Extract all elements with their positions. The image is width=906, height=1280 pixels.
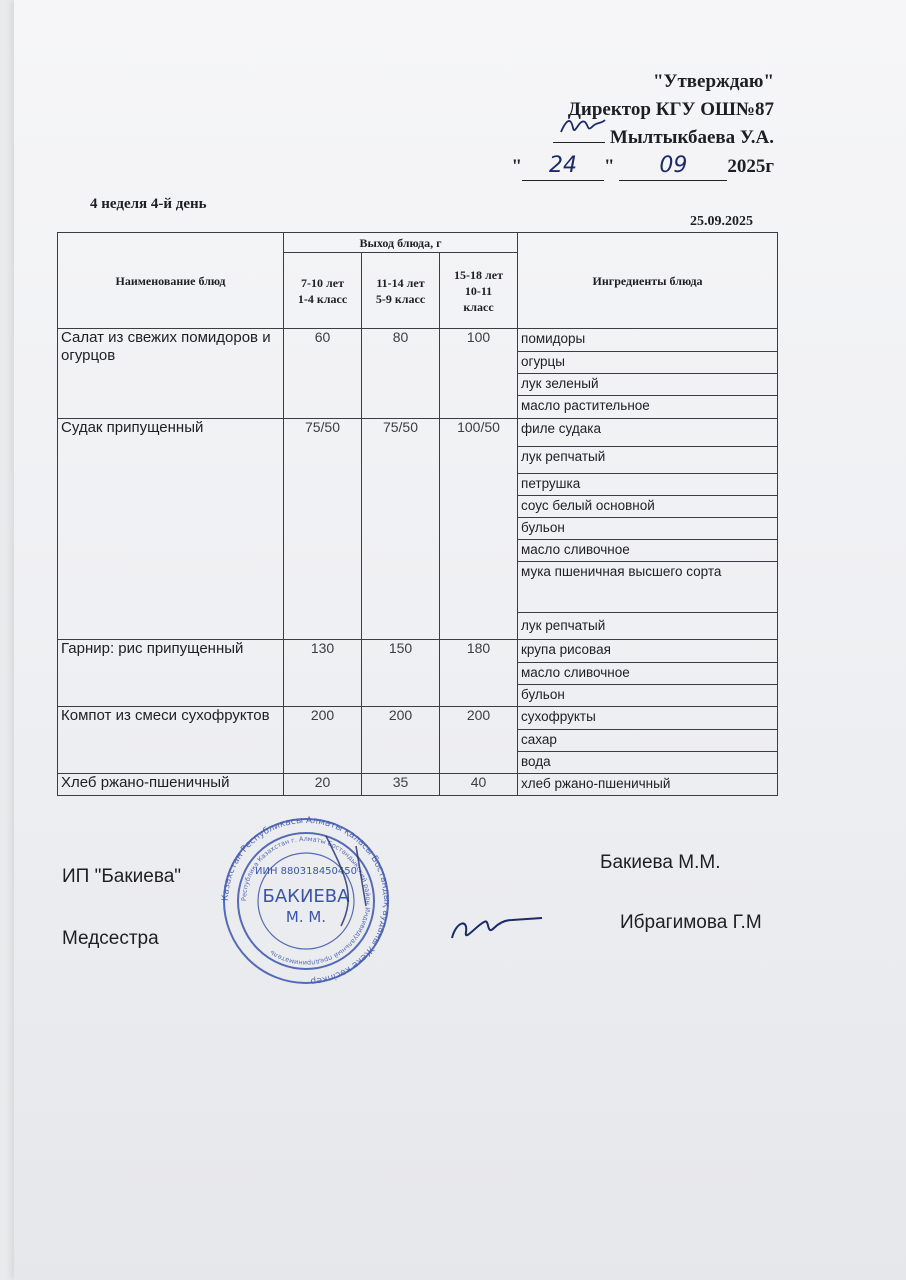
ingredient: масло сливочное — [518, 663, 778, 685]
header-age-2-years: 11-14 лет — [376, 275, 425, 290]
ingredient: лук зеленый — [518, 374, 778, 396]
ingredient: огурцы — [518, 352, 778, 374]
dish-name: Хлеб ржано-пшеничный — [58, 774, 284, 796]
dish-output-age-1: 130 — [284, 640, 362, 707]
table-row — [58, 329, 778, 352]
ingredient: сахар — [518, 730, 778, 752]
nurse-name: Ибрагимова Г.М — [620, 912, 762, 933]
dish-output-age-1: 75/50 — [284, 419, 362, 640]
dish-output-age-3: 180 — [440, 640, 518, 707]
approval-year: 2025г — [727, 156, 774, 177]
dish-name: Гарнир: рис припущенный — [58, 640, 284, 707]
menu-table — [57, 232, 778, 796]
ingredient: филе судака — [518, 419, 778, 447]
dish-output-age-2: 200 — [362, 707, 440, 774]
ingredient: мука пшеничная высшего сорта — [518, 562, 778, 613]
stamp-center-name: БАКИЕВА — [262, 886, 350, 907]
ingredient: бульон — [518, 685, 778, 707]
header-age-3 — [440, 253, 518, 329]
approval-title: "Утверждаю" — [652, 71, 774, 92]
approval-day: 24 — [522, 152, 604, 181]
dish-output-age-1: 200 — [284, 707, 362, 774]
approval-month: 09 — [619, 152, 727, 181]
approval-name-line — [354, 124, 774, 152]
ingredient: помидоры — [518, 329, 778, 352]
header-age-3-class-b: класс — [463, 299, 494, 314]
ingredient: сухофрукты — [518, 707, 778, 730]
dish-output-age-2: 75/50 — [362, 419, 440, 640]
ingredient: лук репчатый — [518, 613, 778, 640]
ingredient: масло сливочное — [518, 540, 778, 562]
stamp-outer-text: Казахстан Республикасы Алматы қаласы Бостандық ауданы Жеке кәсіпкер — [220, 816, 392, 986]
table-row — [58, 707, 778, 730]
ingredient: хлеб ржано-пшеничный — [518, 774, 778, 796]
dish-output-age-2: 150 — [362, 640, 440, 707]
stamp-center-initials: М. М. — [285, 908, 327, 926]
stamp-inner-text: Республика Казахстан г. Алматы Бостандыкский район Индивидуальный предприниматель — [239, 834, 373, 968]
director-signature — [553, 124, 605, 143]
dish-output-age-3: 100/50 — [440, 419, 518, 640]
approval-date-line: " 24 " 09 2025г — [354, 152, 774, 181]
header-output: Выход блюда, г — [284, 233, 518, 253]
dish-name: Салат из свежих помидоров и огурцов — [58, 329, 284, 419]
header-age-1-years: 7-10 лет — [301, 275, 344, 290]
ingredient: лук репчатый — [518, 447, 778, 474]
header-age-3-class-a: 10-11 — [464, 283, 493, 298]
table-row — [58, 419, 778, 447]
header-age-1-class: 1-4 класс — [297, 291, 348, 306]
dish-output-age-1: 20 — [284, 774, 362, 796]
header-ingredients: Ингредиенты блюда — [518, 233, 778, 329]
menu-date: 25.09.2025 — [690, 214, 753, 229]
round-stamp — [206, 816, 406, 986]
header-dish: Наименование блюд — [58, 233, 284, 329]
header-age-3-years: 15-18 лет — [454, 267, 503, 282]
approval-block — [354, 68, 774, 181]
ingredient: соус белый основной — [518, 496, 778, 518]
nurse-label: Медсестра — [62, 928, 159, 949]
ip-label: ИП "Бакиева" — [62, 866, 182, 887]
header-age-1 — [284, 253, 362, 329]
week-day-label: 4 неделя 4-й день — [90, 196, 207, 212]
table-row — [58, 774, 778, 796]
table-row — [58, 640, 778, 663]
dish-output-age-2: 35 — [362, 774, 440, 796]
ingredient: масло растительное — [518, 396, 778, 419]
dish-output-age-3: 100 — [440, 329, 518, 419]
header-age-2 — [362, 253, 440, 329]
dish-output-age-2: 80 — [362, 329, 440, 419]
ingredient: бульон — [518, 518, 778, 540]
ingredient: крупа рисовая — [518, 640, 778, 663]
header-age-2-class: 5-9 класс — [375, 291, 426, 306]
dish-output-age-1: 60 — [284, 329, 362, 419]
ip-name: Бакиева М.М. — [600, 852, 721, 873]
approval-position: Директор КГУ ОШ№87 — [567, 99, 774, 120]
ingredient: петрушка — [518, 474, 778, 496]
stamp-iin: ИИН 880318450450 — [254, 866, 358, 877]
nurse-signature — [446, 908, 546, 948]
director-signature-scribble — [557, 114, 609, 138]
approval-name: Мылтыкбаева У.А. — [609, 127, 774, 148]
dish-name: Судак припущенный — [58, 419, 284, 640]
dish-output-age-3: 200 — [440, 707, 518, 774]
dish-name: Компот из смеси сухофруктов — [58, 707, 284, 774]
ingredient: вода — [518, 752, 778, 774]
dish-output-age-3: 40 — [440, 774, 518, 796]
